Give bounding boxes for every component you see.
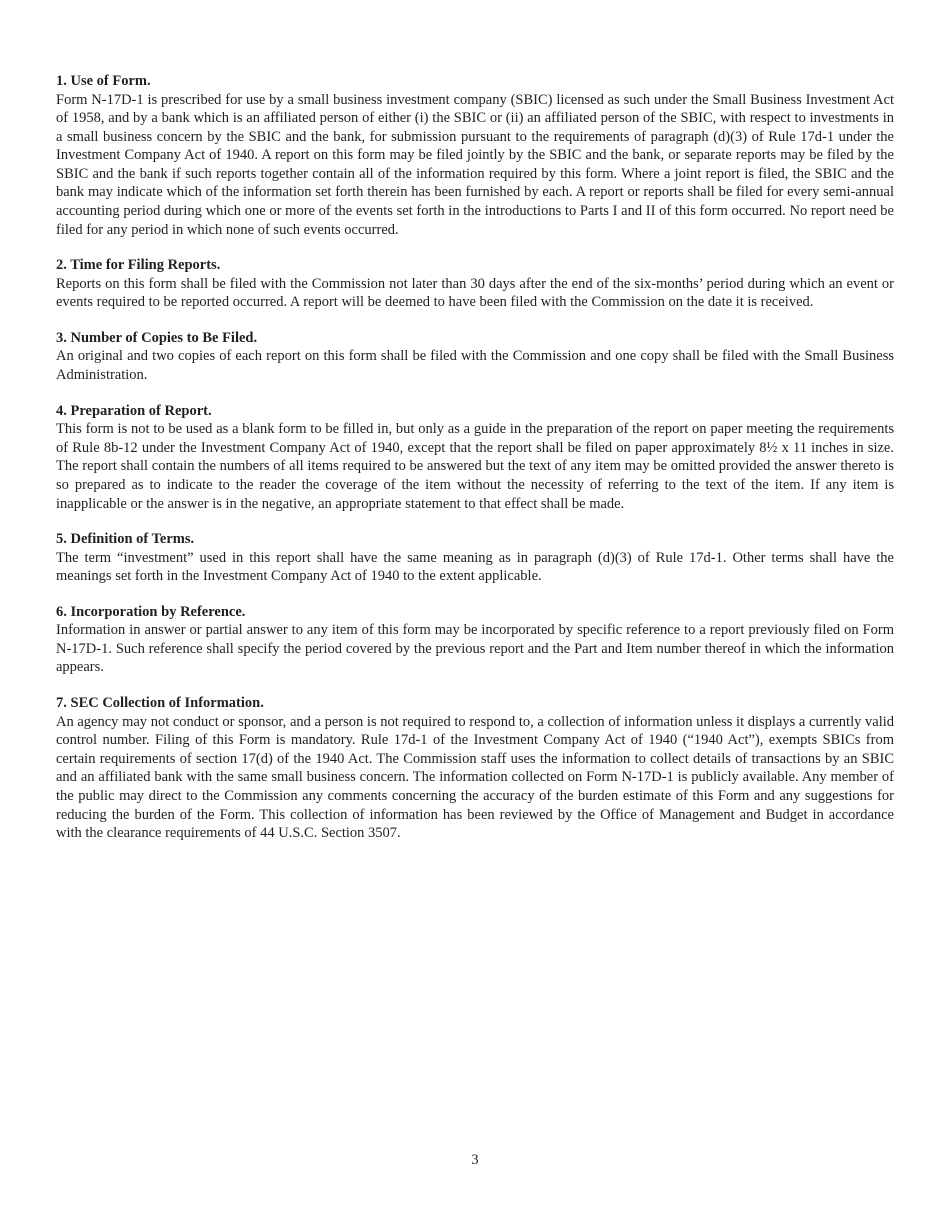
section-number-of-copies: [56, 329, 894, 385]
section-time-for-filing: [56, 256, 894, 312]
section-definition-of-terms: [56, 530, 894, 586]
section-use-of-form: [56, 72, 894, 239]
section-body: Reports on this form shall be filed with the Commission not later than 30 days after the end of the six-months’ period during which an event or events required to be reported occurred. A report will be deemed to have been filed with the Commission on the date it is received.: [56, 275, 894, 311]
section-heading: 5. Definition of Terms.: [56, 531, 195, 548]
page-number: 3: [471, 1152, 479, 1168]
section-body: Form N-17D-1 is prescribed for use by a small business investment company (SBIC) licensed as such under the Small Business Investment Act of 1958, and by a bank which is an affiliated person of either (i) the SBIC or (ii) an affiliated person of the SBIC, with respect to investments in a small business concern by the SBIC and the bank, for submission pursuant to the requirements of paragraph (d)(3) of Rule 17d-1 under the Investment Company Act of 1940. A report on this form may be filed jointly by the SBIC and the bank, or separate reports may be filed by the SBIC and the bank if such reports together contain all of the information required by this form. Where a joint report is filed, the SBIC and the bank may indicate which of the information set forth therein has been furnished by each. A report or reports shall be filed for every semi-annual accounting period during which one or more of the events set forth in the introductions to Parts I and II of this form occurred. No report need be filed for any period in which none of such events occurred.: [56, 91, 894, 238]
section-body: Information in answer or partial answer to any item of this form may be incorporated by specific reference to a report previously filed on Form N-17D-1. Such reference shall specify the period covered by the previous report and the Part and Item number thereof in which the information appears.: [56, 622, 894, 676]
section-sec-collection: [56, 694, 894, 843]
section-preparation-of-report: [56, 402, 894, 513]
section-body: This form is not to be used as a blank form to be filled in, but only as a guide in the preparation of the report on paper meeting the requirements of Rule 8b-12 under the Investment Company Act of 1940, except that the report shall be filed on paper approximately 8½ x 11 inches in size. The report shall contain the numbers of all items required to be answered but the text of any item may be omitted provided the answer thereto is so prepared as to indicate to the reader the coverage of the item without the necessity of referring to the text of the item. If any item is inapplicable or the answer is in the negative, an appropriate statement to that effect shall be made.: [56, 421, 894, 512]
section-body: An original and two copies of each report on this form shall be filed with the Commission and one copy shall be filed with the Small Business Administration.: [56, 348, 894, 384]
section-body: An agency may not conduct or sponsor, and a person is not required to respond to, a collection of information unless it displays a currently valid control number. Filing of this Form is mandatory. Rule 17d-1 of the Investment Company Act of 1940 (“1940 Act”), exempts SBICs from certain requirements of section 17(d) of the 1940 Act. The Commission staff uses the information to collect details of transactions by an SBIC and an affiliated bank with the same small business concern. The information collected on Form N-17D-1 is publicly available. Any member of the public may direct to the Commission any comments concerning the accuracy of the burden estimate of this Form and any suggestions for reducing the burden of the Form. This collection of information has been reviewed by the Office of Management and Budget in accordance with the clearance requirements of 44 U.S.C. Section 3507.: [56, 713, 894, 842]
section-incorporation-by-reference: [56, 603, 894, 677]
section-heading: 2. Time for Filing Reports.: [56, 257, 221, 274]
section-heading: 4. Preparation of Report.: [56, 402, 212, 419]
section-heading: 3. Number of Copies to Be Filed.: [56, 329, 258, 346]
document-page: [56, 72, 894, 860]
section-heading: 6. Incorporation by Reference.: [56, 603, 246, 620]
section-body: The term “investment” used in this report shall have the same meaning as in paragraph (d)(3) of Rule 17d-1. Other terms shall have the meanings set forth in the Investment Company Act of 1940 to the extent applicable.: [56, 549, 894, 585]
section-heading: 7. SEC Collection of Information.: [56, 695, 264, 712]
section-heading: 1. Use of Form.: [56, 73, 151, 89]
